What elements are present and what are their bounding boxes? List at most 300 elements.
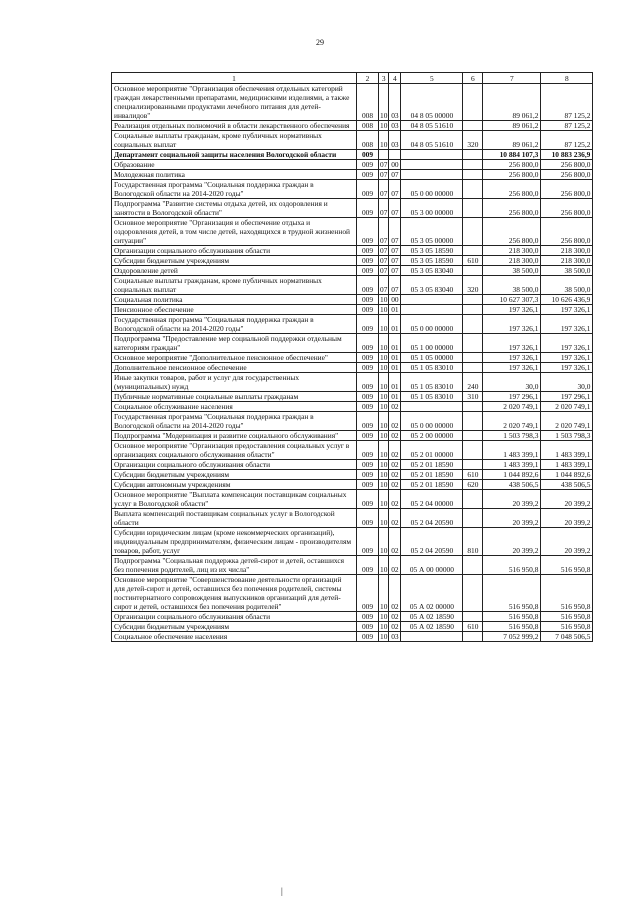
row-section-cell: 10 [380, 363, 388, 372]
row-target-code-cell: 05 1 05 83010 [401, 373, 463, 392]
row-subsection-cell: 02 [389, 622, 401, 632]
row-amount-2019-cell: 197 326,1 [483, 315, 541, 334]
row-name-cell: Социальное обеспечение населения [112, 632, 357, 642]
row-amount-2019-cell: 516 950,8 [483, 622, 541, 632]
row-expense-type-cell [463, 121, 483, 131]
row-amount-2020-cell: 256 800,0 [541, 170, 593, 180]
row-amount-2019-cell: 218 300,0 [483, 256, 541, 266]
table-row [112, 402, 593, 412]
row-section-cell: 10 [379, 441, 389, 460]
table-row [112, 266, 593, 276]
row-expense-type-cell: 620 [463, 480, 483, 490]
row-amount-2019-cell: 516 950,8 [483, 612, 541, 622]
table-row [112, 622, 593, 632]
row-amount-2019-cell: 197 326,1 [483, 353, 541, 363]
row-expense-type-cell [463, 305, 483, 315]
table-row [112, 509, 593, 528]
row-target-code-cell: 05 2 01 18590 [401, 470, 463, 480]
table-row [112, 295, 593, 305]
row-subsection-cell: 01 [389, 373, 401, 392]
row-section-cell: 10 [380, 402, 388, 411]
row-subsection-cell: 03 [389, 131, 401, 150]
table-row [112, 480, 593, 490]
row-amount-2019-cell: 197 326,1 [483, 334, 541, 353]
row-amount-2020-cell: 38 500,0 [541, 276, 593, 295]
row-amount-2019-cell: 2 020 749,1 [483, 412, 541, 431]
row-target-code-cell: 04 8 05 51610 [401, 131, 463, 150]
row-expense-type-cell [463, 431, 483, 441]
table-row [112, 84, 593, 121]
row-name-cell: Подпрограмма "Предоставление мер социальной поддержки отдельным категориям граждан" [112, 334, 357, 353]
row-amount-2019-cell: 30,0 [483, 373, 541, 392]
table-row [112, 392, 593, 402]
row-expense-type-cell [463, 246, 483, 256]
row-expense-type-cell: 610 [463, 470, 483, 480]
row-subsection-cell: 03 [389, 84, 401, 121]
header-cell: 6 [463, 73, 483, 84]
row-section-cell: 07 [380, 256, 388, 265]
row-target-code-cell [401, 150, 463, 160]
table-row [112, 632, 593, 642]
row-amount-2020-cell: 218 300,0 [541, 246, 593, 256]
row-section-cell: 10 [379, 528, 389, 556]
row-section-cell: 10 [380, 612, 388, 621]
row-expense-type-cell: 320 [463, 131, 483, 150]
row-target-code-cell: 05 0 00 00000 [401, 315, 463, 334]
row-amount-2019-cell: 10 627 307,3 [483, 295, 541, 305]
table-row [112, 180, 593, 199]
row-section-cell: 10 [379, 131, 389, 150]
row-section-cell: 10 [380, 632, 388, 641]
row-target-code-cell [401, 305, 463, 315]
row-name-cell: Государственная программа "Социальная поддержка граждан в Вологодской области на 2014-2020 годы" [112, 180, 357, 199]
table-row [112, 431, 593, 441]
row-amount-2019-cell: 89 061,2 [483, 131, 541, 150]
row-admin-code-cell: 009 [357, 305, 379, 315]
header-cell: 1 [112, 73, 357, 84]
row-name-cell: Выплата компенсаций поставщикам социальных услуг в Вологодской области [112, 509, 357, 528]
row-expense-type-cell [463, 218, 483, 246]
row-amount-2020-cell: 516 950,8 [541, 622, 593, 632]
row-admin-code-cell: 008 [357, 131, 379, 150]
row-section-cell: 10 [380, 295, 388, 304]
row-amount-2019-cell: 7 052 999,2 [483, 632, 541, 642]
row-section-cell: 10 [380, 622, 388, 631]
row-amount-2019-cell: 20 399,2 [483, 528, 541, 556]
row-subsection-cell: 01 [389, 363, 401, 373]
row-subsection-cell: 02 [389, 441, 401, 460]
row-section-cell: 10 [380, 470, 388, 479]
row-admin-code-cell: 008 [357, 121, 379, 131]
row-name-cell: Основное мероприятие "Организация обеспечения отдельных категорий граждан лекарственными препаратами, медицинскими изделиями, а также специализированными продуктами лечебного питания для детей-инвалидов" [112, 84, 357, 121]
row-admin-code-cell: 009 [357, 218, 379, 246]
table-header-row [112, 73, 593, 84]
row-amount-2019-cell: 20 399,2 [483, 509, 541, 528]
row-name-cell: Субсидии юридическим лицам (кроме некоммерческих организаций), индивидуальным предпринимателям, физическим лицам - производителям товаров, работ, услуг [112, 528, 357, 556]
header-cell: 3 [379, 73, 389, 84]
row-amount-2020-cell: 7 048 506,5 [541, 632, 593, 642]
row-expense-type-cell [463, 353, 483, 363]
row-section-cell: 10 [379, 490, 389, 509]
table-row [112, 160, 593, 170]
row-subsection-cell: 02 [389, 460, 401, 470]
row-amount-2020-cell: 30,0 [541, 373, 593, 392]
row-admin-code-cell: 009 [357, 612, 379, 622]
row-amount-2019-cell: 1 483 399,1 [483, 460, 541, 470]
row-admin-code-cell: 009 [357, 276, 379, 295]
row-expense-type-cell [463, 266, 483, 276]
row-name-cell: Молодежная политика [112, 170, 357, 180]
row-amount-2020-cell: 256 800,0 [541, 160, 593, 170]
row-amount-2020-cell: 516 950,8 [541, 575, 593, 612]
row-subsection-cell: 07 [389, 218, 401, 246]
row-amount-2020-cell: 20 399,2 [541, 528, 593, 556]
row-expense-type-cell [463, 441, 483, 460]
row-name-cell: Организации социального обслуживания области [112, 612, 357, 622]
row-amount-2019-cell: 10 884 107,3 [483, 150, 541, 160]
row-subsection-cell: 01 [389, 334, 401, 353]
row-name-cell: Субсидии бюджетным учреждениям [112, 470, 357, 480]
row-amount-2020-cell: 197 326,1 [541, 363, 593, 373]
row-amount-2019-cell: 38 500,0 [483, 276, 541, 295]
row-admin-code-cell: 009 [357, 575, 379, 612]
row-subsection-cell: 07 [389, 276, 401, 295]
header-cell: 2 [357, 73, 379, 84]
row-subsection-cell [389, 150, 401, 160]
row-target-code-cell: 05 2 04 20590 [401, 528, 463, 556]
row-target-code-cell [401, 170, 463, 180]
row-target-code-cell: 05 3 05 83040 [401, 276, 463, 295]
row-expense-type-cell: 610 [463, 622, 483, 632]
row-section-cell: 07 [379, 218, 389, 246]
row-admin-code-cell: 009 [357, 431, 379, 441]
row-expense-type-cell [463, 199, 483, 218]
row-subsection-cell: 07 [389, 180, 401, 199]
row-amount-2019-cell: 38 500,0 [483, 266, 541, 276]
row-target-code-cell: 05 3 00 00000 [401, 199, 463, 218]
row-admin-code-cell: 009 [357, 441, 379, 460]
table-row [112, 246, 593, 256]
row-admin-code-cell: 009 [357, 363, 379, 373]
row-expense-type-cell [463, 315, 483, 334]
row-name-cell: Департамент социальной защиты населения Вологодской области [112, 150, 357, 160]
row-amount-2019-cell: 1 483 399,1 [483, 441, 541, 460]
row-subsection-cell: 07 [389, 246, 401, 256]
row-subsection-cell: 02 [389, 412, 401, 431]
row-section-cell: 10 [380, 121, 388, 130]
table-row [112, 170, 593, 180]
row-section-cell: 07 [379, 276, 389, 295]
row-name-cell: Основное мероприятие "Совершенствование деятельности организаций для детей-сирот и детей, оставшихся без попечения родителей, системы постинтернатного сопровождения выпускников организаций для детей-сирот и детей, оставшихся без попечения родителей" [112, 575, 357, 612]
row-admin-code-cell: 009 [357, 353, 379, 363]
table-row [112, 460, 593, 470]
row-admin-code-cell: 009 [357, 632, 379, 642]
row-amount-2020-cell: 38 500,0 [541, 266, 593, 276]
row-expense-type-cell [463, 363, 483, 373]
header-cell: 7 [483, 73, 541, 84]
row-subsection-cell: 07 [389, 170, 401, 180]
header-cell: 8 [541, 73, 593, 84]
row-target-code-cell: 05 2 04 20590 [401, 509, 463, 528]
row-amount-2020-cell: 256 800,0 [541, 180, 593, 199]
row-amount-2020-cell: 2 020 749,1 [541, 412, 593, 431]
row-subsection-cell: 07 [389, 199, 401, 218]
row-section-cell: 07 [380, 170, 388, 179]
row-target-code-cell: 05 2 01 18590 [401, 460, 463, 470]
table-row [112, 305, 593, 315]
row-name-cell: Пенсионное обеспечение [112, 305, 357, 315]
row-amount-2020-cell: 256 800,0 [541, 199, 593, 218]
table-body [112, 84, 593, 642]
row-section-cell: 10 [380, 305, 388, 314]
table-row [112, 334, 593, 353]
row-expense-type-cell [463, 402, 483, 412]
table-row [112, 528, 593, 556]
row-admin-code-cell: 009 [357, 392, 379, 402]
row-expense-type-cell: 310 [463, 392, 483, 402]
row-amount-2019-cell: 20 399,2 [483, 490, 541, 509]
row-section-cell: 07 [379, 199, 389, 218]
row-subsection-cell: 02 [389, 575, 401, 612]
row-subsection-cell: 02 [389, 480, 401, 490]
row-expense-type-cell [463, 575, 483, 612]
row-name-cell: Реализация отдельных полномочий в области лекарственного обеспечения [112, 121, 357, 131]
row-target-code-cell: 05 1 05 83010 [401, 363, 463, 373]
row-section-cell [379, 150, 389, 160]
row-amount-2019-cell: 2 020 749,1 [483, 402, 541, 412]
row-expense-type-cell [463, 160, 483, 170]
row-target-code-cell: 05 А 00 00000 [401, 556, 463, 575]
row-expense-type-cell [463, 632, 483, 642]
row-amount-2020-cell: 20 399,2 [541, 509, 593, 528]
row-admin-code-cell: 009 [357, 199, 379, 218]
row-name-cell: Иные закупки товаров, работ и услуг для государственных (муниципальных) нужд [112, 373, 357, 392]
table-row [112, 575, 593, 612]
row-admin-code-cell: 009 [357, 334, 379, 353]
row-target-code-cell: 05 0 00 00000 [401, 180, 463, 199]
row-name-cell: Образование [112, 160, 357, 170]
row-target-code-cell: 05 2 04 00000 [401, 490, 463, 509]
row-admin-code-cell: 009 [357, 470, 379, 480]
row-expense-type-cell: 810 [463, 528, 483, 556]
row-amount-2020-cell: 10 626 436,9 [541, 295, 593, 305]
row-subsection-cell: 01 [389, 315, 401, 334]
row-name-cell: Субсидии бюджетным учреждениям [112, 256, 357, 266]
row-amount-2020-cell: 1 483 399,1 [541, 441, 593, 460]
row-expense-type-cell [463, 334, 483, 353]
row-amount-2020-cell: 197 296,1 [541, 392, 593, 402]
row-admin-code-cell: 009 [357, 295, 379, 305]
row-section-cell: 10 [379, 412, 389, 431]
row-amount-2020-cell: 197 326,1 [541, 334, 593, 353]
row-target-code-cell: 05 1 05 83010 [401, 392, 463, 402]
row-target-code-cell: 05 0 00 00000 [401, 412, 463, 431]
row-expense-type-cell: 240 [463, 373, 483, 392]
row-target-code-cell: 05 2 01 00000 [401, 441, 463, 460]
row-expense-type-cell [463, 490, 483, 509]
row-target-code-cell: 05 А 02 00000 [401, 575, 463, 612]
row-amount-2019-cell: 1 044 892,6 [483, 470, 541, 480]
row-admin-code-cell: 009 [357, 460, 379, 470]
row-section-cell: 07 [380, 246, 388, 255]
row-expense-type-cell: 320 [463, 276, 483, 295]
header-cell: 4 [389, 73, 401, 84]
table-row [112, 612, 593, 622]
row-admin-code-cell: 009 [357, 480, 379, 490]
row-name-cell: Организации социального обслуживания области [112, 246, 357, 256]
row-amount-2020-cell: 256 800,0 [541, 218, 593, 246]
row-amount-2019-cell: 197 296,1 [483, 392, 541, 402]
row-admin-code-cell: 009 [357, 556, 379, 575]
row-section-cell: 07 [380, 266, 388, 275]
row-target-code-cell [401, 295, 463, 305]
row-subsection-cell: 07 [389, 256, 401, 266]
row-admin-code-cell: 009 [357, 509, 379, 528]
row-amount-2020-cell: 1 483 399,1 [541, 460, 593, 470]
row-amount-2019-cell: 89 061,2 [483, 121, 541, 131]
row-admin-code-cell: 009 [357, 180, 379, 199]
row-target-code-cell: 05 1 05 00000 [401, 353, 463, 363]
row-section-cell: 10 [379, 575, 389, 612]
row-name-cell: Основное мероприятие "Организация предоставления социальных услуг в организациях социального обслуживания области" [112, 441, 357, 460]
row-subsection-cell: 02 [389, 402, 401, 412]
table-row [112, 363, 593, 373]
row-section-cell: 10 [380, 480, 388, 489]
row-name-cell: Основное мероприятие "Выплата компенсации поставщикам социальных услуг в Вологодской области" [112, 490, 357, 509]
row-admin-code-cell: 009 [357, 412, 379, 431]
row-expense-type-cell [463, 556, 483, 575]
row-target-code-cell: 05 А 02 18590 [401, 622, 463, 632]
row-subsection-cell: 02 [389, 556, 401, 575]
row-amount-2020-cell: 197 326,1 [541, 315, 593, 334]
row-target-code-cell: 05 1 00 00000 [401, 334, 463, 353]
row-amount-2019-cell: 256 800,0 [483, 199, 541, 218]
row-admin-code-cell: 008 [357, 84, 379, 121]
row-subsection-cell: 07 [389, 266, 401, 276]
row-amount-2019-cell: 89 061,2 [483, 84, 541, 121]
row-name-cell: Государственная программа "Социальная поддержка граждан в Вологодской области на 2014-2020 годы" [112, 412, 357, 431]
row-subsection-cell: 02 [389, 528, 401, 556]
row-target-code-cell: 04 8 05 51610 [401, 121, 463, 131]
row-admin-code-cell: 009 [357, 373, 379, 392]
row-subsection-cell: 02 [389, 431, 401, 441]
row-amount-2020-cell: 218 300,0 [541, 256, 593, 266]
row-subsection-cell: 02 [389, 509, 401, 528]
row-name-cell: Социальное обслуживание населения [112, 402, 357, 412]
row-amount-2020-cell: 516 950,8 [541, 612, 593, 622]
row-section-cell: 10 [380, 353, 388, 362]
bottom-mark: | [281, 886, 283, 896]
row-target-code-cell [401, 402, 463, 412]
row-name-cell: Субсидии автономным учреждениям [112, 480, 357, 490]
row-amount-2020-cell: 87 125,2 [541, 84, 593, 121]
row-name-cell: Подпрограмма "Развитие системы отдыха детей, их оздоровления и занятости в Вологодской области" [112, 199, 357, 218]
row-expense-type-cell [463, 84, 483, 121]
row-name-cell: Социальные выплаты гражданам, кроме публичных нормативных социальных выплат [112, 276, 357, 295]
table-row [112, 131, 593, 150]
row-target-code-cell: 05 3 05 83040 [401, 266, 463, 276]
table-row [112, 470, 593, 480]
row-target-code-cell: 05 3 05 18590 [401, 246, 463, 256]
row-expense-type-cell [463, 509, 483, 528]
budget-table [111, 72, 593, 642]
header-cell: 5 [401, 73, 463, 84]
row-name-cell: Дополнительное пенсионное обеспечение [112, 363, 357, 373]
row-amount-2020-cell: 438 506,5 [541, 480, 593, 490]
row-section-cell: 07 [379, 180, 389, 199]
table-row [112, 276, 593, 295]
row-subsection-cell: 01 [389, 305, 401, 315]
row-amount-2020-cell: 1 044 892,6 [541, 470, 593, 480]
row-admin-code-cell: 009 [357, 528, 379, 556]
row-name-cell: Основное мероприятие "Организация и обеспечение отдыха и оздоровления детей, в том числе детей, находящихся в трудной жизненной ситуации" [112, 218, 357, 246]
table-row [112, 412, 593, 431]
row-admin-code-cell: 009 [357, 402, 379, 412]
row-subsection-cell: 01 [389, 392, 401, 402]
row-expense-type-cell [463, 412, 483, 431]
row-name-cell: Подпрограмма "Социальная поддержка детей-сирот и детей, оставшихся без попечения родителей, лиц из их числа" [112, 556, 357, 575]
row-amount-2019-cell: 516 950,8 [483, 575, 541, 612]
table-row [112, 315, 593, 334]
row-amount-2019-cell: 218 300,0 [483, 246, 541, 256]
row-admin-code-cell: 009 [357, 150, 379, 160]
row-section-cell: 10 [379, 315, 389, 334]
row-expense-type-cell [463, 170, 483, 180]
row-section-cell: 10 [380, 431, 388, 440]
row-expense-type-cell [463, 612, 483, 622]
row-amount-2020-cell: 1 503 798,3 [541, 431, 593, 441]
row-expense-type-cell [463, 150, 483, 160]
row-target-code-cell: 05 3 05 18590 [401, 256, 463, 266]
row-section-cell: 10 [380, 392, 388, 401]
row-subsection-cell: 03 [389, 121, 401, 131]
row-subsection-cell: 03 [389, 632, 401, 642]
row-name-cell: Социальная политика [112, 295, 357, 305]
row-amount-2020-cell: 20 399,2 [541, 490, 593, 509]
row-amount-2020-cell: 87 125,2 [541, 131, 593, 150]
row-amount-2020-cell: 516 950,8 [541, 556, 593, 575]
row-expense-type-cell: 610 [463, 256, 483, 266]
table-row [112, 199, 593, 218]
row-section-cell: 07 [380, 160, 388, 169]
row-name-cell: Оздоровление детей [112, 266, 357, 276]
row-amount-2020-cell: 2 020 749,1 [541, 402, 593, 412]
row-name-cell: Социальные выплаты гражданам, кроме публичных нормативных социальных выплат [112, 131, 357, 150]
row-amount-2020-cell: 197 326,1 [541, 305, 593, 315]
table-row [112, 353, 593, 363]
row-amount-2020-cell: 197 326,1 [541, 353, 593, 363]
row-admin-code-cell: 009 [357, 266, 379, 276]
row-subsection-cell: 02 [389, 490, 401, 509]
row-amount-2019-cell: 197 326,1 [483, 305, 541, 315]
row-section-cell: 10 [379, 373, 389, 392]
row-section-cell: 10 [379, 509, 389, 528]
row-admin-code-cell: 009 [357, 256, 379, 266]
row-admin-code-cell: 009 [357, 622, 379, 632]
row-name-cell: Основное мероприятие "Дополнительное пенсионное обеспечение" [112, 353, 357, 363]
table-row [112, 441, 593, 460]
table-row [112, 218, 593, 246]
row-target-code-cell: 05 2 01 18590 [401, 480, 463, 490]
row-amount-2019-cell: 256 800,0 [483, 160, 541, 170]
row-name-cell: Публичные нормативные социальные выплаты гражданам [112, 392, 357, 402]
row-name-cell: Подпрограмма "Модернизация и развитие социального обслуживания" [112, 431, 357, 441]
row-target-code-cell: 05 А 02 18590 [401, 612, 463, 622]
row-subsection-cell: 02 [389, 470, 401, 480]
row-section-cell: 10 [380, 460, 388, 469]
row-subsection-cell: 00 [389, 295, 401, 305]
row-section-cell: 10 [379, 84, 389, 121]
